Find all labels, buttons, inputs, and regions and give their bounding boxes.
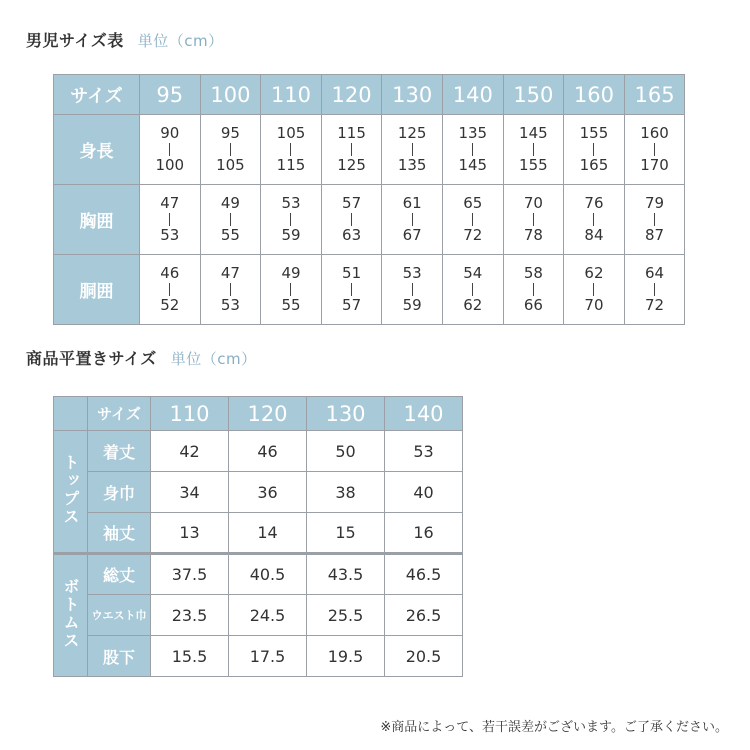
flat-size-table: [53, 396, 463, 677]
measurement-range-cell: [321, 255, 382, 325]
measurement-range-cell: [261, 185, 322, 255]
size-header-cell: 110: [261, 75, 322, 115]
range-min: 54: [463, 263, 483, 282]
range-max: 52: [160, 296, 180, 314]
flat-measure-value: 15: [307, 513, 385, 554]
flat-measure-value: 13: [151, 513, 229, 554]
measurement-row: [54, 115, 685, 185]
range-max: 155: [519, 156, 548, 174]
range-min: 49: [220, 193, 240, 212]
flat-row: [54, 636, 463, 677]
flat-measure-value: 23.5: [151, 595, 229, 636]
range-min: 49: [281, 263, 301, 282]
flat-measure-value: 42: [151, 431, 229, 472]
range-separator: [230, 213, 231, 226]
range-separator: [351, 143, 352, 156]
range-min: 105: [276, 123, 306, 142]
measurement-range-cell: [564, 185, 625, 255]
range-max: 72: [645, 296, 665, 314]
garment-group-text: ボトムス: [61, 577, 80, 650]
garment-group-label: [54, 554, 88, 677]
range-max: 55: [220, 226, 240, 244]
flat-row: [54, 595, 463, 636]
flat-row: [54, 472, 463, 513]
size-header-corner: サイズ: [54, 75, 140, 115]
measurement-label: 胸囲: [54, 185, 140, 255]
flat-measure-value: 43.5: [307, 554, 385, 595]
range-separator: [533, 213, 534, 226]
range-separator: [169, 143, 170, 156]
range-min: 76: [584, 193, 604, 212]
flat-header-cell: 110: [151, 397, 229, 431]
measurement-range-cell: [503, 185, 564, 255]
range-min: 64: [645, 263, 665, 282]
range-separator: [472, 283, 473, 296]
range-max: 67: [402, 226, 422, 244]
range-separator: [593, 283, 594, 296]
flat-header-cell: 120: [229, 397, 307, 431]
range-max: 170: [640, 156, 669, 174]
size-chart-heading: [26, 28, 224, 51]
measurement-row: [54, 255, 685, 325]
flat-measure-value: 26.5: [385, 595, 463, 636]
flat-measure-value: 50: [307, 431, 385, 472]
range-max: 53: [220, 296, 240, 314]
range-separator: [654, 283, 655, 296]
range-separator: [230, 283, 231, 296]
range-max: 53: [160, 226, 180, 244]
flat-header-cell: 140: [385, 397, 463, 431]
flat-measure-value: 25.5: [307, 595, 385, 636]
range-separator: [230, 143, 231, 156]
garment-group-text: トップス: [61, 453, 80, 526]
measurement-range-cell: [261, 255, 322, 325]
range-max: 70: [584, 296, 604, 314]
flat-header-cell: 130: [307, 397, 385, 431]
flat-measure-value: 24.5: [229, 595, 307, 636]
range-min: 62: [584, 263, 604, 282]
size-header-cell: 140: [442, 75, 503, 115]
measurement-range-cell: [200, 115, 261, 185]
range-min: 155: [579, 123, 609, 142]
size-header-cell: 150: [503, 75, 564, 115]
flat-measure-value: 38: [307, 472, 385, 513]
measurement-range-cell: [624, 115, 685, 185]
measurement-range-cell: [564, 115, 625, 185]
flat-measure-value: 19.5: [307, 636, 385, 677]
flat-measure-value: 46.5: [385, 554, 463, 595]
flat-measure-value: 14: [229, 513, 307, 554]
range-max: 87: [645, 226, 665, 244]
measurement-range-cell: [624, 185, 685, 255]
range-max: 100: [155, 156, 185, 174]
garment-group-label: [54, 431, 88, 554]
flat-size-title: 商品平置きサイズ: [26, 349, 157, 368]
flat-size-unit: 単位（cm）: [170, 350, 257, 368]
measurement-range-cell: [382, 185, 443, 255]
flat-measure-label: 股下: [88, 636, 151, 677]
range-separator: [472, 213, 473, 226]
range-min: 61: [402, 193, 422, 212]
measurement-range-cell: [442, 185, 503, 255]
measurement-range-cell: [503, 115, 564, 185]
flat-measure-label: 総丈: [88, 554, 151, 595]
range-separator: [290, 283, 291, 296]
measurement-range-cell: [503, 255, 564, 325]
range-min: 160: [640, 123, 669, 142]
range-separator: [654, 143, 655, 156]
measurement-range-cell: [382, 255, 443, 325]
flat-measure-label: 袖丈: [88, 513, 151, 554]
size-chart-unit: 単位（cm）: [137, 32, 224, 50]
range-min: 57: [342, 193, 362, 212]
flat-header-blank: [54, 397, 88, 431]
range-min: 95: [220, 123, 240, 142]
footnote: ※商品によって、若干誤差がございます。ご了承ください。: [380, 720, 728, 735]
flat-measure-value: 36: [229, 472, 307, 513]
flat-measure-value: 40.5: [229, 554, 307, 595]
measurement-range-cell: [442, 255, 503, 325]
range-min: 65: [463, 193, 483, 212]
measurement-range-cell: [624, 255, 685, 325]
range-min: 58: [523, 263, 543, 282]
range-separator: [169, 213, 170, 226]
range-max: 72: [463, 226, 483, 244]
range-separator: [412, 213, 413, 226]
size-header-cell: 120: [321, 75, 382, 115]
flat-measure-value: 15.5: [151, 636, 229, 677]
range-separator: [290, 213, 291, 226]
range-min: 46: [160, 263, 180, 282]
size-header-cell: 95: [140, 75, 201, 115]
measurement-range-cell: [321, 115, 382, 185]
range-separator: [290, 143, 291, 156]
range-max: 125: [337, 156, 366, 174]
range-min: 70: [523, 193, 543, 212]
flat-row: [54, 554, 463, 595]
flat-row: [54, 513, 463, 554]
flat-size-heading: [26, 346, 257, 369]
measurement-label: 身長: [54, 115, 140, 185]
measurement-range-cell: [200, 255, 261, 325]
flat-measure-value: 40: [385, 472, 463, 513]
flat-measure-value: 46: [229, 431, 307, 472]
range-min: 79: [645, 193, 665, 212]
range-max: 84: [584, 226, 604, 244]
range-min: 47: [160, 193, 180, 212]
range-separator: [412, 283, 413, 296]
range-min: 135: [458, 123, 488, 142]
range-separator: [654, 213, 655, 226]
measurement-range-cell: [382, 115, 443, 185]
range-separator: [533, 143, 534, 156]
boys-size-table: [53, 74, 685, 325]
flat-measure-value: 17.5: [229, 636, 307, 677]
flat-measure-value: 16: [385, 513, 463, 554]
range-max: 105: [216, 156, 245, 174]
range-min: 90: [160, 123, 180, 142]
measurement-label: 胴囲: [54, 255, 140, 325]
range-min: 47: [220, 263, 240, 282]
range-max: 63: [342, 226, 362, 244]
range-max: 115: [276, 156, 306, 174]
flat-measure-value: 37.5: [151, 554, 229, 595]
size-header-cell: 160: [564, 75, 625, 115]
flat-measure-label: ウエスト巾: [88, 595, 151, 636]
range-min: 145: [519, 123, 548, 142]
range-min: 53: [402, 263, 422, 282]
range-max: 59: [402, 296, 422, 314]
flat-row: [54, 431, 463, 472]
range-min: 51: [342, 263, 362, 282]
flat-measure-label: 身巾: [88, 472, 151, 513]
measurement-range-cell: [140, 255, 201, 325]
range-separator: [533, 283, 534, 296]
range-separator: [593, 213, 594, 226]
range-max: 66: [523, 296, 543, 314]
measurement-range-cell: [321, 185, 382, 255]
range-max: 62: [463, 296, 483, 314]
size-header-cell: 130: [382, 75, 443, 115]
measurement-range-cell: [200, 185, 261, 255]
range-separator: [351, 213, 352, 226]
range-min: 115: [337, 123, 366, 142]
size-chart-title: 男児サイズ表: [26, 31, 124, 50]
range-min: 125: [397, 123, 427, 142]
measurement-range-cell: [140, 115, 201, 185]
measurement-range-cell: [261, 115, 322, 185]
measurement-range-cell: [140, 185, 201, 255]
measurement-range-cell: [564, 255, 625, 325]
flat-measure-label: 着丈: [88, 431, 151, 472]
range-min: 53: [281, 193, 301, 212]
range-max: 78: [523, 226, 543, 244]
flat-header-row: [54, 397, 463, 431]
flat-measure-value: 53: [385, 431, 463, 472]
range-max: 145: [458, 156, 488, 174]
range-separator: [351, 283, 352, 296]
range-separator: [593, 143, 594, 156]
range-separator: [472, 143, 473, 156]
measurement-range-cell: [442, 115, 503, 185]
flat-measure-value: 34: [151, 472, 229, 513]
range-separator: [169, 283, 170, 296]
size-header-cell: 100: [200, 75, 261, 115]
flat-measure-value: 20.5: [385, 636, 463, 677]
size-header-row: [54, 75, 685, 115]
range-max: 57: [342, 296, 362, 314]
flat-header-corner: サイズ: [88, 397, 151, 431]
measurement-row: [54, 185, 685, 255]
range-max: 59: [281, 226, 301, 244]
range-max: 165: [579, 156, 609, 174]
range-separator: [412, 143, 413, 156]
range-max: 135: [397, 156, 427, 174]
size-header-cell: 165: [624, 75, 685, 115]
range-max: 55: [281, 296, 301, 314]
